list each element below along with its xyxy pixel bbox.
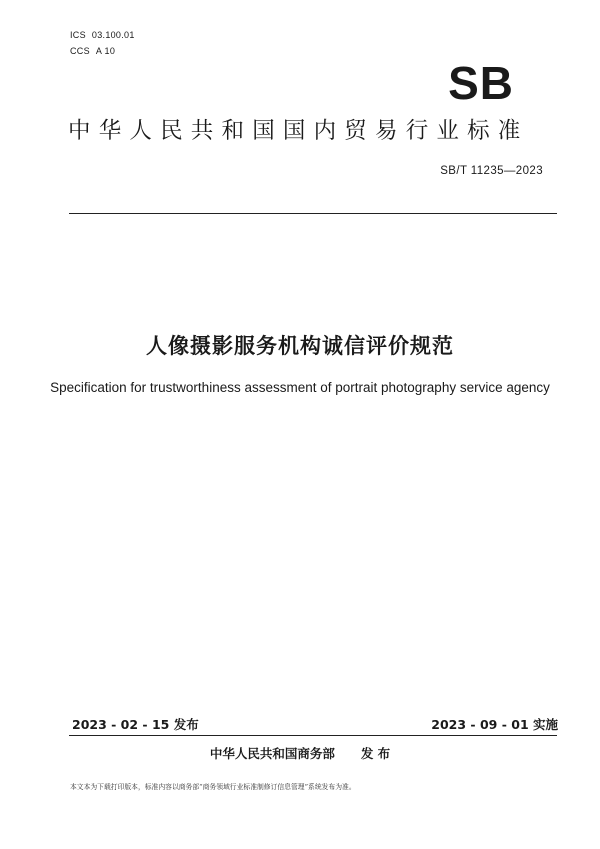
ics-value: 03.100.01 — [91, 30, 135, 40]
issuer-action: 发 布 — [360, 746, 391, 761]
ccs-label: CCS — [70, 46, 90, 56]
document-title-chinese: 人像摄影服务机构诚信评价规范 — [146, 334, 454, 358]
bottom-divider — [69, 735, 557, 736]
issuing-authority — [0, 744, 600, 762]
standard-number: SB/T 11235—2023 — [440, 165, 543, 177]
implementation-date: 2023 - 09 - 01 实施 — [431, 717, 558, 732]
ccs-value: A 10 — [95, 46, 116, 56]
ics-code — [70, 30, 135, 40]
download-footnote: 本文本为下载打印版本，标准内容以商务部“商务领域行业标准制修订信息管理”系统发布为准。 — [70, 783, 356, 791]
top-divider — [69, 213, 557, 214]
ccs-code — [70, 46, 115, 56]
issue-date: 2023 - 02 - 15 发布 — [72, 717, 199, 732]
issuer-name: 中华人民共和国商务部 — [209, 746, 335, 761]
document-title-english: Specification for trustworthiness assessment of portrait photography service agency — [50, 380, 550, 395]
standard-mark: SB — [448, 57, 514, 109]
standard-type-name: 中华人民共和国国内贸易行业标准 — [68, 118, 529, 144]
ics-label: ICS — [70, 30, 86, 40]
